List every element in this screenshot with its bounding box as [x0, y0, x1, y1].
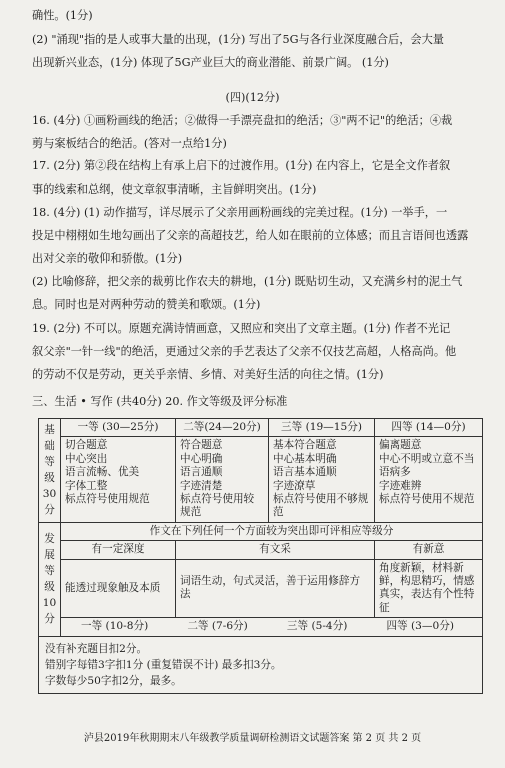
answer-line: 出现新兴业态，(1分) 体现了5G产业巨大的商业潜能、前景广阔。 (1分): [32, 56, 389, 69]
answer-line: 16. (4分) ①画粉画线的绝活；②做得一手漂亮盘扣的绝活；③"两不记"的绝活；④裁: [32, 114, 453, 127]
answer-line: 剪与案板结合的绝活。(答对一点给1分): [32, 137, 227, 150]
answer-line: 叙父亲"一针一线"的绝活，更通过父亲的手艺表达了父亲不仅技艺高超，人格高尚。他: [32, 345, 457, 358]
answer-line: 19. (2分) 不可以。原题充满诗情画意，又照应和突出了文章主题。(1分) 作者不光记: [32, 322, 451, 335]
writing-section-heading: 三、生活 • 写作 (共40分) 20. 作文等级及评分标准: [32, 395, 288, 408]
grade4-criteria: 偏离题意 中心不明或立意不当 语病多 字迹难辨 标点符号使用不规范: [375, 437, 483, 522]
novelty-criteria: 角度新颖，材料新鲜，构思精巧，情感真实，表达有个性特征: [375, 559, 483, 618]
answer-line: 18. (4分) (1) 动作描写，详尽展示了父亲用画粉画线的完美过程。(1分) 一举手，一: [32, 206, 448, 219]
development-level-label: 发展等级10分: [39, 522, 61, 636]
answer-line: (2) 比喻修辞，把父亲的裁剪比作农夫的耕地，(1分) 既贴切生动，又充满乡村的泥土气: [32, 275, 463, 288]
dev-header: 有文采: [176, 541, 375, 559]
answer-line: 出对父亲的敬仰和骄傲。(1分): [32, 252, 183, 265]
grade-header: 二等(24—20分): [176, 419, 269, 437]
deduction-notes: 没有补充题目扣2分。 错别字每错3字扣1分 (重复错误不计) 最多扣3分。 字数每少50字扣2分，最多。: [39, 636, 483, 693]
literary-criteria: 词语生动，句式灵活，善于运用修辞方法: [176, 559, 375, 618]
development-intro: 作文在下列任何一个方面较为突出即可评相应等级分: [61, 522, 483, 540]
answer-line: 17. (2分) 第②段在结构上有承上启下的过渡作用。(1分) 在内容上，它是全文作者叙: [32, 159, 451, 172]
grade1-criteria: 切合题意 中心突出 语言流畅、优美 字体工整 标点符号使用规范: [61, 437, 176, 522]
dev-header: 有一定深度: [61, 541, 176, 559]
grade2-criteria: 符合题意 中心明确 语言通顺 字迹清楚 标点符号使用较规范: [176, 437, 269, 522]
section-heading: (四)(12分): [225, 91, 280, 104]
answer-line: 的劳动不仅是劳动，更关乎亲情、乡情、对美好生活的向往之情。(1分): [32, 368, 384, 381]
basic-level-label: 基础等级30分: [39, 419, 61, 523]
grade-header: 三等 (19—15分): [269, 419, 375, 437]
answer-line: 投足中栩栩如生地勾画出了父亲的高超技艺，给人如在眼前的立体感；而且言语间也透露: [32, 229, 469, 242]
answer-line: 息。同时也是对两种劳动的赞美和歌颂。(1分): [32, 298, 261, 311]
answer-line: 事的线索和总纲，使文章叙事清晰，主旨鲜明突出。(1分): [32, 183, 317, 196]
answer-line: (2) "涌现"指的是人或事大量的出现，(1分) 写出了5G与各行业深度融合后，会大量: [32, 33, 444, 46]
dev-grade-scale: 一等 (10-8分) 二等 (7-6分) 三等 (5-4分) 四等 (3—0分): [61, 618, 483, 636]
grade-header: 四等 (14—0分): [375, 419, 483, 437]
depth-criteria: 能透过现象触及本质: [61, 559, 176, 618]
grade3-criteria: 基本符合题意 中心基本明确 语言基本通顺 字迹潦草 标点符号使用不够规范: [269, 437, 375, 522]
scoring-rubric-table: [38, 418, 483, 694]
grade-header: 一等 (30—25分): [61, 419, 176, 437]
dev-header: 有新意: [375, 541, 483, 559]
page-footer: 泸县2019年秋期期末八年级教学质量调研检测语文试题答案 第 2 页 共 2 页: [83, 733, 422, 744]
answer-line: 确性。(1分): [32, 9, 93, 22]
